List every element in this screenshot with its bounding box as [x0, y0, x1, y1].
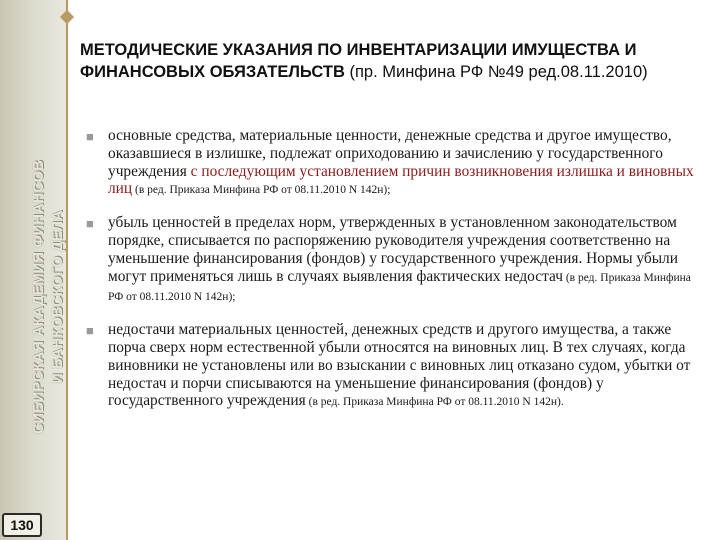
caption-line-2: И БАНКОВСКОГО ДЕЛА [50, 210, 66, 384]
bullet-text [108, 214, 700, 307]
sidebar-divider [66, 0, 68, 540]
bullet-text [108, 127, 700, 200]
square-bullet-icon: ■ [86, 129, 94, 144]
bullet-note: (в ред. Приказа Минфина РФ от 08.11.2010 N 142н); [108, 271, 691, 304]
sidebar [0, 0, 66, 540]
bullet-item [80, 127, 700, 200]
bullet-text [108, 321, 700, 412]
square-bullet-icon: ■ [86, 323, 94, 339]
bullet-body: недостачи материальных ценностей, денежных средств и другого имущества, а также порча сверх норм естественной убыли относятся на виновных лиц. В тех случаях, когда виновники не установлены или во взыскании с виновных лиц отказано судом, убытки от недостач и порчи списываются на уменьшение финансирования (фондов) у государственного учреждения [108, 321, 691, 410]
square-bullet-icon: ■ [86, 216, 94, 232]
slide-title-bold: МЕТОДИЧЕСКИЕ УКАЗАНИЯ ПО ИНВЕНТАРИЗАЦИИ ИМУЩЕСТВА И ФИНАНСОВЫХ ОБЯЗАТЕЛЬСТВ [80, 41, 637, 81]
page-number: 130 [2, 513, 42, 537]
bullet-body: основные средства, материальные ценности, денежные средства и другое имущество, оказавшиеся в излишке, подлежат оприходованию и зачислению у государственного учреждения [108, 127, 672, 180]
bullet-list [80, 127, 700, 426]
bullet-item [80, 321, 700, 412]
bullet-note: (в ред. Приказа Минфина РФ от 08.11.2010 N 142н). [305, 396, 564, 409]
bullet-body: убыль ценностей в пределах норм, утвержденных в установленном законодательством порядке, списывается по распоряжению руководителя учреждения соответственно на уменьшение финансирования (фондов) у государственного учреждения. Нормы убыли могут применяться лишь в случаях выявления фактических недостач [108, 214, 678, 285]
bullet-item [80, 214, 700, 307]
vertical-caption [30, 117, 76, 477]
caption-line-1: СИБИРСКАЯ АКАДЕМИЯ ФИНАНСОВ [31, 159, 47, 435]
bullet-highlight: с последующим установлением причин возникновения излишка и виновных лиц [108, 162, 694, 198]
bullet-note: (в ред. Приказа Минфина РФ от 08.11.2010 N 142н); [132, 184, 391, 197]
slide-title [80, 39, 700, 83]
slide-title-reference: (пр. Минфина РФ №49 ред.08.11.2010) [344, 63, 648, 81]
